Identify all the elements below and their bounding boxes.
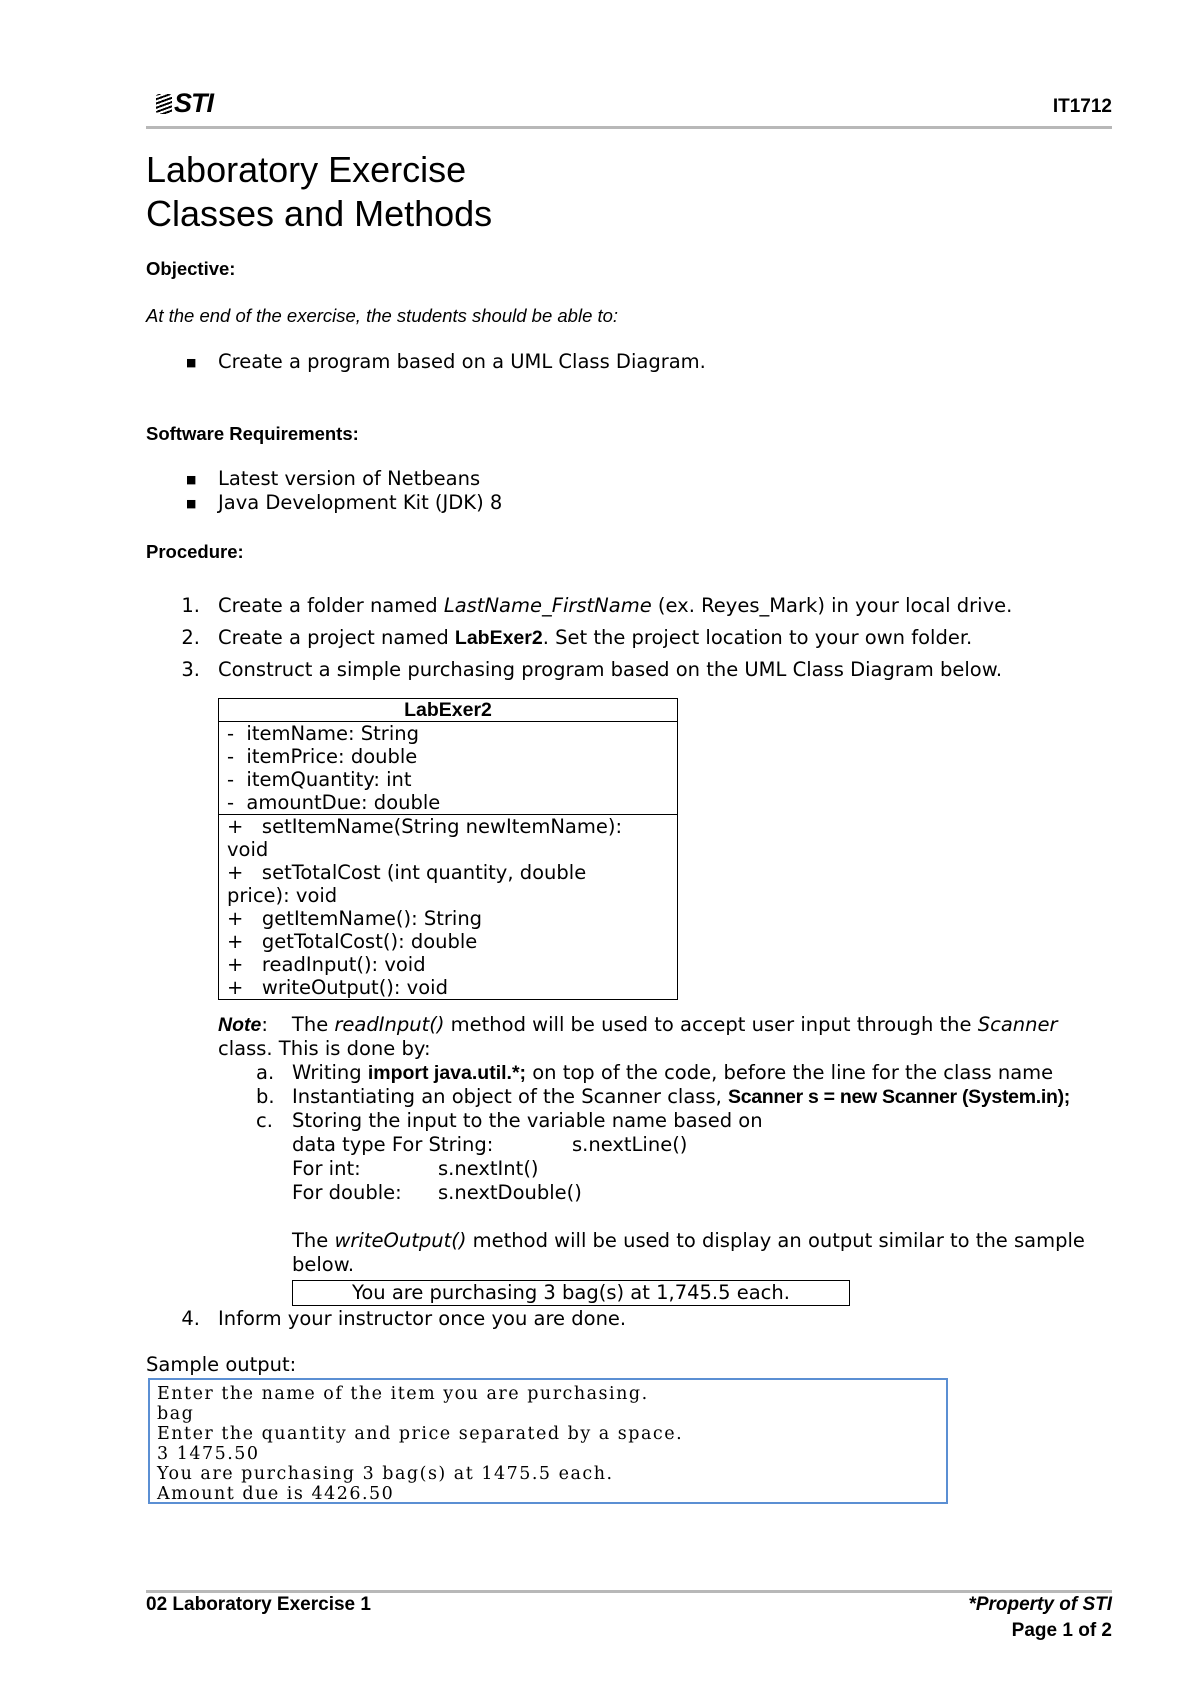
footer-property: *Property of STI <box>968 1594 1112 1615</box>
console-line: 3 1475.50 <box>157 1444 260 1464</box>
course-code: IT1712 <box>1052 96 1112 117</box>
sample-output-console <box>148 1378 948 1504</box>
objective-item: Create a program based on a UML Class Diagram. <box>218 350 706 373</box>
uml-method: price): void <box>227 884 338 907</box>
note-label: Note <box>218 1014 262 1036</box>
footer-left: 02 Laboratory Exercise 1 <box>146 1594 371 1615</box>
uml-method: + getTotalCost(): double <box>227 930 478 953</box>
uml-attribute: - itemQuantity: int <box>227 768 412 791</box>
sti-logo: STI <box>156 88 213 119</box>
objective-heading: Objective: <box>146 258 236 279</box>
bullet-icon: ■ <box>186 356 197 369</box>
uml-method: void <box>227 838 269 861</box>
console-line: Amount due is 4426.50 <box>157 1484 395 1504</box>
software-item: Latest version of Netbeans <box>218 467 481 490</box>
software-item: Java Development Kit (JDK) 8 <box>218 491 503 514</box>
console-line: You are purchasing 3 bag(s) at 1475.5 each. <box>157 1464 614 1484</box>
step-text: . Set the project location to your own folder. <box>542 626 973 649</box>
step-text: Create a folder named <box>218 594 444 617</box>
step-text: Create a project named <box>218 626 455 649</box>
step-number: 4. <box>181 1307 200 1330</box>
uml-attribute: - itemPrice: double <box>227 745 418 768</box>
procedure-heading: Procedure: <box>146 541 244 562</box>
list-marker: a. <box>256 1061 275 1084</box>
step-text: (ex. Reyes_Mark) in your local drive. <box>651 594 1013 617</box>
bullet-icon: ■ <box>186 497 197 510</box>
step-number: 3. <box>181 658 200 681</box>
console-line: bag <box>157 1404 195 1424</box>
console-line: Enter the name of the item you are purchasing. <box>157 1384 649 1404</box>
step-strong: LabExer2 <box>454 627 543 649</box>
sample-output-label: Sample output: <box>146 1353 297 1376</box>
datatype-string: data type For String: s.nextLine() <box>292 1133 688 1156</box>
list-marker: c. <box>256 1109 273 1132</box>
note-line-2: class. This is done by: <box>218 1037 431 1060</box>
sti-logo-icon <box>156 94 172 114</box>
uml-method: + writeOutput(): void <box>227 976 448 999</box>
page-number: Page 1 of 2 <box>1011 1620 1112 1641</box>
footer-right <box>968 1592 1112 1644</box>
objective-intro: At the end of the exercise, the students should be able to: <box>146 305 619 326</box>
datatype-int: For int: s.nextInt() <box>292 1157 539 1180</box>
writeoutput-paragraph: The writeOutput() method will be used to display an output similar to the sample <box>292 1229 1085 1252</box>
step-number: 1. <box>181 594 200 617</box>
title-line-1: Laboratory Exercise <box>146 149 467 190</box>
uml-method: + setTotalCost (int quantity, double <box>227 861 587 884</box>
uml-method: + setItemName(String newItemName): <box>227 815 623 838</box>
header-divider <box>146 126 1112 129</box>
writeoutput-line-2: below. <box>292 1253 355 1276</box>
uml-class-name: LabExer2 <box>219 699 677 722</box>
step-emphasis: LastName_FirstName <box>443 594 652 617</box>
uml-attribute: - amountDue: double <box>227 791 441 814</box>
software-heading: Software Requirements: <box>146 423 359 444</box>
step-text: Inform your instructor once you are done. <box>218 1307 627 1330</box>
note-paragraph: Note: The readInput() method will be used to accept user input through the Scanner <box>218 1013 1058 1036</box>
uml-method: + readInput(): void <box>227 953 426 976</box>
uml-attributes <box>219 722 677 814</box>
step-text: Construct a simple purchasing program based on the UML Class Diagram below. <box>218 658 1003 681</box>
list-marker: b. <box>256 1085 275 1108</box>
title-line-2: Classes and Methods <box>146 193 493 234</box>
document-title <box>146 148 492 236</box>
uml-class-diagram <box>218 698 678 1000</box>
console-line: Enter the quantity and price separated by a space. <box>157 1424 684 1444</box>
bullet-icon: ■ <box>186 473 197 486</box>
output-example-box: You are purchasing 3 bag(s) at 1,745.5 each. <box>292 1280 850 1306</box>
uml-methods <box>219 814 677 999</box>
uml-method: + getItemName(): String <box>227 907 483 930</box>
uml-attribute: - itemName: String <box>227 722 419 745</box>
step-number: 2. <box>181 626 200 649</box>
datatype-double: For double: s.nextDouble() <box>292 1181 582 1204</box>
